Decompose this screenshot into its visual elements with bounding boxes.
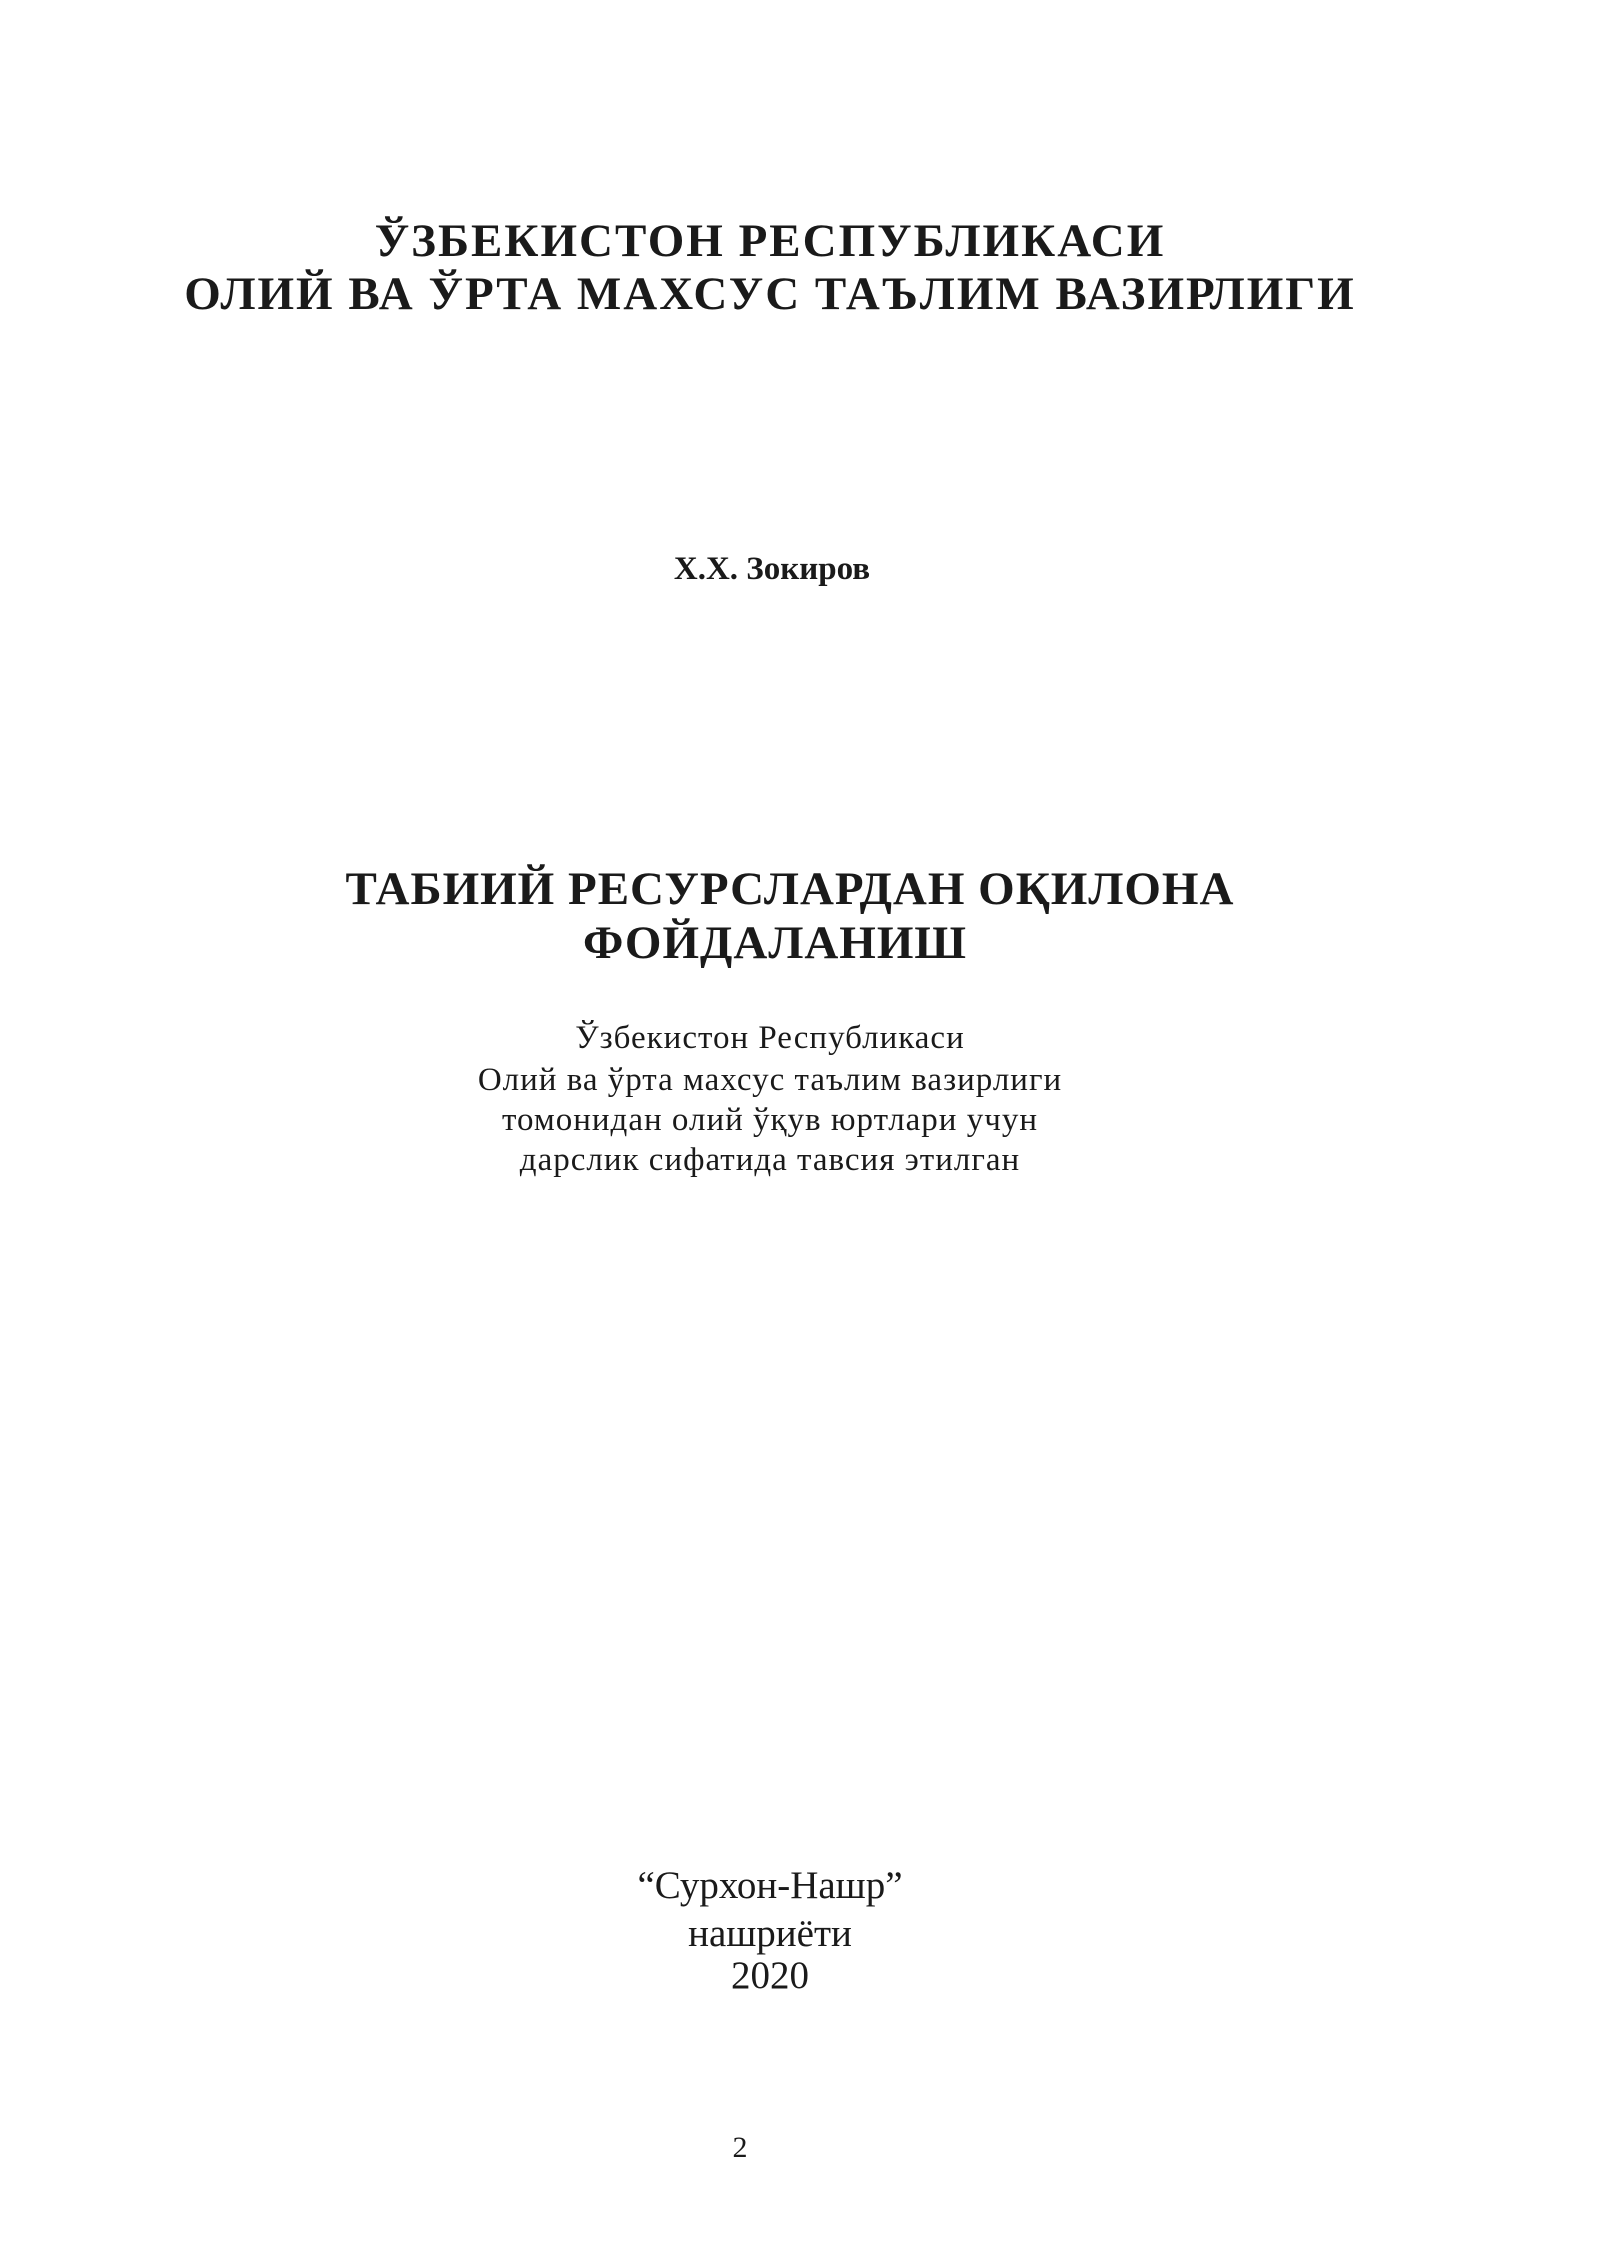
publication-year: 2020: [731, 1954, 809, 1997]
page-number: 2: [732, 2131, 748, 2164]
recommendation-line-1: Ўзбекистон Республикаси: [575, 1020, 965, 1056]
book-title-line-1: ТАБИИЙ РЕСУРСЛАРДАН ОҚИЛОНА: [345, 863, 1235, 915]
publisher-name: “Сурхон-Нашр”: [637, 1864, 903, 1907]
author-name: Х.Х. Зокиров: [673, 551, 871, 587]
book-title-line-2: ФОЙДАЛАНИШ: [582, 917, 968, 969]
recommendation-line-4: дарслик сифатида тавсия этилган: [519, 1142, 1021, 1178]
recommendation-line-2: Олий ва ўрта махсус таълим вазирлиги: [477, 1062, 1063, 1098]
publisher-label: нашриёти: [688, 1912, 852, 1955]
ministry-line-1: ЎЗБЕКИСТОН РЕСПУБЛИКАСИ: [374, 215, 1166, 267]
ministry-line-2: ОЛИЙ ВА ЎРТА МАХСУС ТАЪЛИМ ВАЗИРЛИГИ: [184, 268, 1356, 320]
recommendation-line-3: томонидан олий ўқув юртлари учун: [502, 1102, 1038, 1138]
